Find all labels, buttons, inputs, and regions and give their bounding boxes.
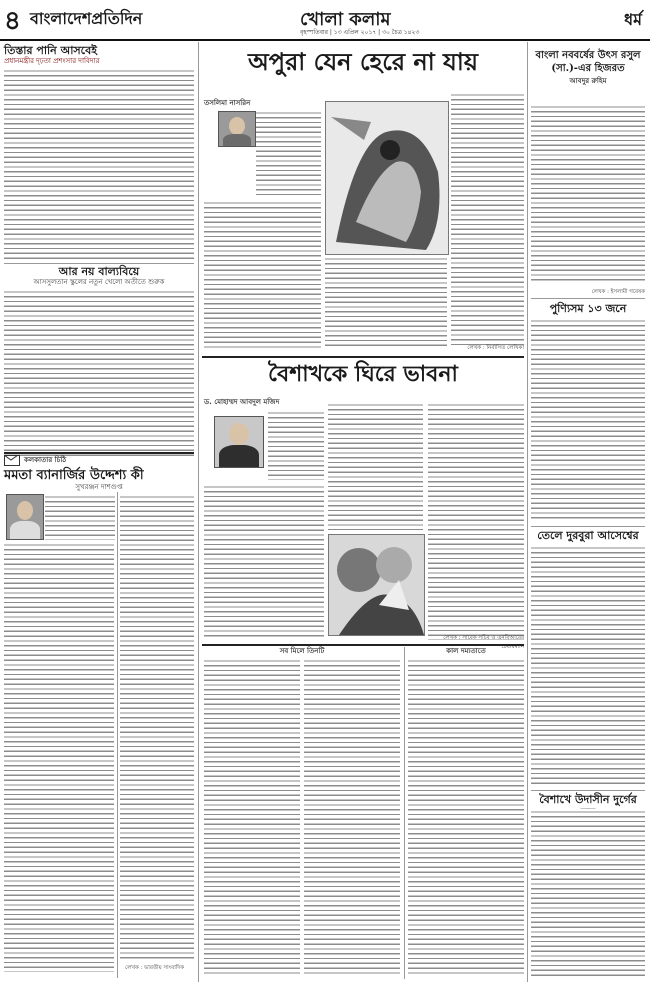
- lead-headline-wrap: [202, 48, 524, 76]
- body-text: [408, 658, 524, 976]
- divider: [4, 263, 194, 264]
- dateline: বৃহস্পতিবার | ১৩ এপ্রিল ২০১৭ | ৩০ চৈত্র ১৪২৩: [300, 29, 420, 36]
- body-text: [4, 68, 194, 262]
- article-child-marriage: [4, 265, 194, 457]
- article-hijri: [531, 50, 645, 86]
- body-text: [451, 92, 524, 348]
- subheadline: প্রধানমন্ত্রীর দৃঢ়তা প্রশংসার দাবিদার: [4, 57, 100, 65]
- body-text: [204, 200, 321, 348]
- body-text: [328, 402, 423, 530]
- author-photo: [6, 494, 44, 540]
- body-text: [428, 402, 524, 640]
- body-text: [268, 410, 324, 480]
- article-oil: [531, 529, 645, 542]
- body-text: [531, 104, 645, 284]
- footnote: লেখক : ভারতীয় সাংবাদিক: [125, 965, 185, 971]
- divider: [4, 452, 194, 454]
- headline: বৈশাখে উদাসীন দুর্গের: [539, 793, 637, 806]
- body-text: [204, 658, 300, 976]
- section-title: খোলা কলাম: [300, 9, 391, 30]
- divider: [531, 526, 645, 527]
- letter-tag: কলকাতার চিঠি: [24, 456, 67, 464]
- column-rule: [117, 492, 118, 978]
- author-photo: [214, 416, 264, 468]
- headline: মমতা ব্যানার্জির উদ্দেশ্য কী: [4, 468, 144, 483]
- lead-headline: অপুরা যেন হেরে না যায়: [248, 47, 478, 76]
- envelope-icon: [4, 455, 20, 466]
- lead-byline: তসলিমা নাসরিন: [204, 99, 251, 107]
- body-text: [325, 256, 447, 348]
- headline: বাংলা নববর্ষের উৎস রসুল (সা.)-এর হিজরত: [535, 50, 641, 74]
- byline: সুখরঞ্জন দাশগুপ্ত: [75, 483, 123, 491]
- category-label: ধর্ম: [624, 10, 642, 29]
- second-illustration: [328, 534, 425, 636]
- headline: আর নয় বাল্যবিয়ে: [58, 265, 140, 278]
- lead-illustration: [325, 101, 449, 255]
- body-text: [204, 484, 324, 640]
- newspaper-name: বাংলাদেশপ্রতিদিন: [30, 9, 143, 28]
- body-text: [4, 289, 194, 457]
- column-rule: [404, 647, 405, 979]
- lower-right-title: কাল দম্যতাতে: [446, 647, 486, 655]
- lead-footnote: লেখক : নির্বাসিত লেখিকা: [467, 345, 524, 351]
- author-photo: [218, 111, 256, 147]
- second-headline-wrap: [202, 361, 524, 387]
- column-rule-left: [198, 42, 199, 982]
- divider: [531, 298, 645, 299]
- article-teesta: [4, 44, 194, 262]
- headline: তিস্তার পানি আসবেই: [4, 44, 97, 57]
- second-headline: বৈশাখকে ঘিরে ভাবনা: [268, 361, 458, 387]
- article-thirteen: [531, 302, 645, 315]
- footnote: লেখক : ইসলামী গবেষক: [591, 289, 645, 295]
- divider: [531, 790, 645, 791]
- body-text: [531, 809, 645, 977]
- column-rule-right: [527, 42, 528, 982]
- body-text: [120, 494, 194, 960]
- lower-left-title: সব মিলে তিনটি: [279, 647, 325, 655]
- body-text: [45, 494, 115, 540]
- headline: তেলে দুরবুরা আসেশ্বের: [537, 529, 639, 542]
- body-text: [531, 545, 645, 787]
- article-mamata: [4, 455, 194, 492]
- page-number: ৪: [4, 6, 21, 36]
- divider: [202, 356, 524, 358]
- body-text: [4, 542, 114, 972]
- body-text: [531, 318, 645, 522]
- second-byline: ড. মোহাম্মদ আবদুল মজিদ: [204, 398, 280, 406]
- second-footnote: লেখক : সাবেক সচিব ও এনবিআরের চেয়ারম্যান: [443, 635, 524, 650]
- subheadline: আসসুলতান স্কুলের নতুন খেলো অতীতে শুরুক: [33, 278, 165, 286]
- divider: [202, 644, 524, 646]
- byline: আবদুর রুহিম: [569, 77, 607, 85]
- masthead-rule: [0, 39, 650, 41]
- body-text: [304, 658, 400, 976]
- body-text: [256, 110, 321, 196]
- headline: পুণ্যিসম ১৩ জনে: [549, 302, 627, 315]
